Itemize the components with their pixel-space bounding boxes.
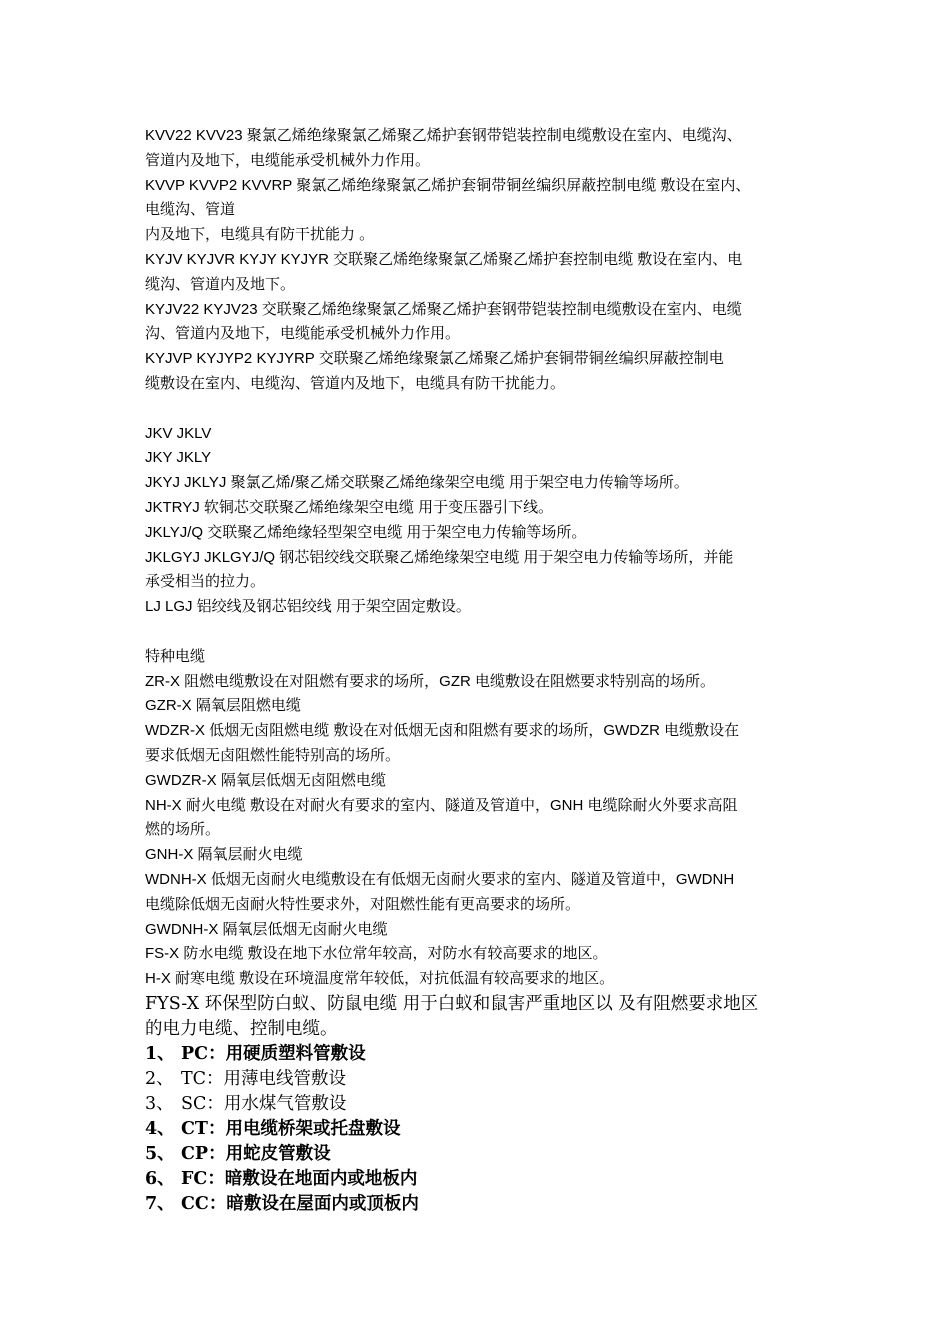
list-number: 1、 [145, 1043, 175, 1064]
list-item [145, 1142, 815, 1167]
text-line: FS-X 防水电缆 敷设在地下水位常年较高，对防水有较高要求的地区。 [145, 945, 608, 963]
text-line: KYJV KYJVR KYJY KYJYR 交联聚乙烯绝缘聚氯乙烯聚乙烯护套控制电缆 敷设在室内、电 [145, 250, 743, 268]
spacer [145, 620, 815, 645]
text-line: LJ LGJ 铝绞线及钢芯铝绞线 用于架空固定敷设。 [145, 598, 471, 616]
text-line: JKLYJ/Q 交联聚乙烯绝缘轻型架空电缆 用于架空电力传输等场所。 [145, 523, 587, 541]
text-line: WDZR-X 低烟无卤阻燃电缆 敷设在对低烟无卤和阻燃有要求的场所，GWDZR 电缆敷设在 [145, 722, 740, 740]
text-line: FYS-X 环保型防白蚁、防鼠电缆 用于白蚁和鼠害严重地区以 及有阻燃要求地区 [145, 993, 759, 1014]
text-line: 缆敷设在室内、电缆沟、管道内及地下，电缆具有防干扰能力。 [145, 374, 566, 392]
text-line: 管道内及地下，电缆能承受机械外力作用。 [145, 151, 431, 169]
text-line: WDNH-X 低烟无卤耐火电缆敷设在有低烟无卤耐火要求的室内、隧道及管道中，GWDNH [145, 870, 735, 888]
special-cables-section [145, 645, 815, 1042]
section-heading: 特种电缆 [145, 647, 206, 665]
list-text: TC：用薄电线管敷设 [181, 1068, 347, 1089]
text-line: KYJV22 KYJV23 交联聚乙烯绝缘聚氯乙烯聚乙烯护套钢带铠装控制电缆敷设在室内、电缆 [145, 300, 742, 318]
text-line: 电缆除低烟无卤耐火特性要求外，对阻燃性能有更高要求的场所。 [145, 895, 581, 913]
laying-methods-list [145, 1042, 815, 1217]
text-line: JKYJ JKLYJ 聚氯乙烯/聚乙烯交联聚乙烯绝缘架空电缆 用于架空电力传输等场所。 [145, 474, 689, 492]
list-text: CP：用蛇皮管敷设 [181, 1143, 331, 1164]
text-line: 承受相当的拉力。 [145, 573, 266, 591]
control-cables-section [145, 124, 815, 397]
text-line: NH-X 耐火电缆 敷设在对耐火有要求的室内、隧道及管道中，GNH 电缆除耐火外要求高阻 [145, 796, 738, 814]
text-line: ZR-X 阻燃电缆敷设在对阻燃有要求的场所，GZR 电缆敷设在阻燃要求特别高的场所。 [145, 672, 715, 690]
list-item [145, 1192, 815, 1217]
list-item [145, 1092, 815, 1117]
list-number: 5、 [145, 1143, 175, 1164]
text-line: KVVP KVVP2 KVVRP 聚氯乙烯绝缘聚氯乙烯护套铜带铜丝编织屏蔽控制电缆 敷设在室内、 [145, 176, 751, 194]
text-line: 缆沟、管道内及地下。 [145, 275, 296, 293]
text-line: 燃的场所。 [145, 821, 221, 839]
text-line: GWDZR-X 隔氧层低烟无卤阻燃电缆 [145, 771, 386, 789]
text-line: KYJVP KYJYP2 KYJYRP 交联聚乙烯绝缘聚氯乙烯聚乙烯护套铜带铜丝编织屏蔽控制电 [145, 350, 724, 368]
text-line: JKTRYJ 软铜芯交联聚乙烯绝缘架空电缆 用于变压器引下线。 [145, 498, 554, 516]
list-text: CC：暗敷设在屋面内或顶板内 [181, 1193, 419, 1214]
list-number: 7、 [145, 1193, 175, 1214]
text-line: JKV JKLV [145, 424, 212, 442]
text-line: 电缆沟、管道 [145, 201, 236, 219]
text-line: JKY JKLY [145, 449, 212, 467]
document-body [145, 124, 815, 1217]
overhead-cables-section [145, 422, 815, 620]
list-number: 6、 [145, 1168, 175, 1189]
text-line: KVV22 KVV23 聚氯乙烯绝缘聚氯乙烯聚乙烯护套钢带铠装控制电缆敷设在室内、电缆沟、 [145, 127, 742, 144]
list-text: SC：用水煤气管敷设 [181, 1093, 347, 1114]
list-item [145, 1117, 815, 1142]
text-line: H-X 耐寒电缆 敷设在环境温度常年较低，对抗低温有较高要求的地区。 [145, 970, 615, 988]
list-text: FC：暗敷设在地面内或地板内 [181, 1168, 418, 1189]
text-line: 的电力电缆、控制电缆。 [145, 1018, 338, 1039]
text-line: 内及地下，电缆具有防干扰能力 。 [145, 226, 375, 244]
list-number: 3、 [145, 1093, 174, 1114]
list-item [145, 1042, 815, 1067]
text-line: 沟、管道内及地下，电缆能承受机械外力作用。 [145, 325, 461, 343]
text-line: JKLGYJ JKLGYJ/Q 钢芯铝绞线交联聚乙烯绝缘架空电缆 用于架空电力传输等场所，并能 [145, 548, 734, 566]
list-item [145, 1167, 815, 1192]
text-line: 要求低烟无卤阻燃性能特别高的场所。 [145, 746, 401, 764]
text-line: GWDNH-X 隔氧层低烟无卤耐火电缆 [145, 920, 388, 938]
list-number: 4、 [145, 1118, 175, 1139]
list-item [145, 1067, 815, 1092]
list-number: 2、 [145, 1068, 174, 1089]
spacer [145, 397, 815, 422]
list-text: CT：用电缆桥架或托盘敷设 [181, 1118, 401, 1139]
text-line: GZR-X 隔氧层阻燃电缆 [145, 697, 301, 715]
list-text: PC：用硬质塑料管敷设 [181, 1043, 366, 1064]
text-line: GNH-X 隔氧层耐火电缆 [145, 846, 303, 864]
